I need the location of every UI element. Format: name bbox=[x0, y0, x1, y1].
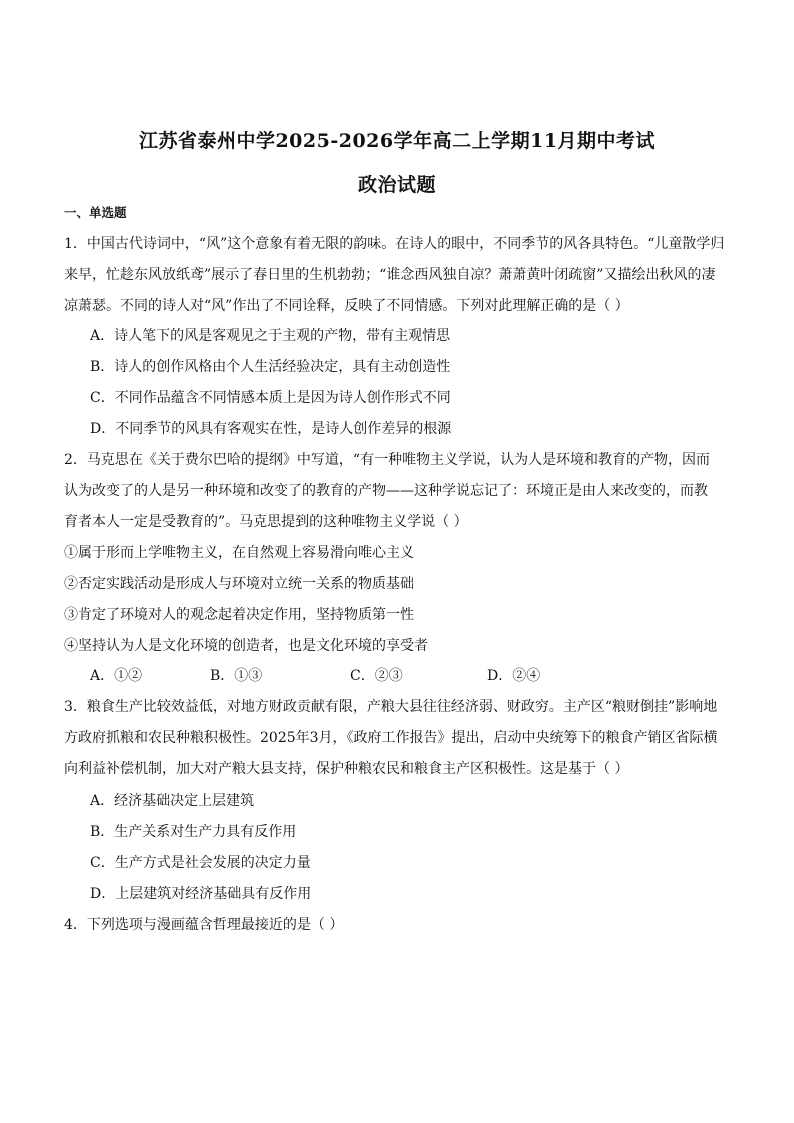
q2-statement-3: ③肯定了环境对人的观念起着决定作用，坚持物质第一性 bbox=[64, 607, 414, 623]
q4-stem: 4．下列选项与漫画蕴含哲理最接近的是（ ） bbox=[64, 917, 344, 933]
q1-option-d: D．不同季节的风具有客观实在性，是诗人创作差异的根源 bbox=[90, 421, 452, 437]
q3-stem-line: 3．粮食生产比较效益低，对地方财政贡献有限，产粮大县往往经济弱、财政穷。主产区“粮财倒挂”影响地 bbox=[64, 699, 718, 715]
q2-stem-line: 育者本人一定是受教育的”。马克思提到的这种唯物主义学说（ ） bbox=[64, 514, 468, 530]
q2-statement-4: ④坚持认为人是文化环境的创造者，也是文化环境的享受者 bbox=[64, 638, 428, 654]
q3-stem-line: 方政府抓粮和农民种粮积极性。2025年3月，《政府工作报告》提出，启动中央统筹下的粮食产销区省际横 bbox=[64, 730, 718, 746]
q1-stem-line: 1．中国古代诗词中，“风”这个意象有着无限的韵味。在诗人的眼中，不同季节的风各具特色。“儿童散学归 bbox=[64, 236, 725, 252]
q3-option-d: D．上层建筑对经济基础具有反作用 bbox=[90, 886, 312, 902]
q1-option-b: B．诗人的创作风格由个人生活经验决定，具有主动创造性 bbox=[90, 359, 451, 375]
q3-option-b: B．生产关系对生产力具有反作用 bbox=[90, 824, 297, 840]
q1-option-a: A．诗人笔下的风是客观见之于主观的产物，带有主观情思 bbox=[90, 328, 451, 344]
section-heading: 一、单选题 bbox=[64, 205, 127, 220]
q2-choice-d: D．②④ bbox=[487, 668, 541, 684]
q1-stem-line: 凉萧瑟。不同的诗人对“风”作出了不同诠释，反映了不同情感。下列对此理解正确的是（ ） bbox=[64, 298, 629, 314]
exam-subtitle: 政治试题 bbox=[357, 174, 436, 196]
q2-choice-a: A．①② bbox=[90, 668, 143, 684]
q2-stem-line: 认为改变了的人是另一种环境和改变了的教育的产物——这种学说忘记了：环境正是由人来改变的，而教 bbox=[64, 483, 708, 499]
q2-choice-c: C．②③ bbox=[350, 668, 403, 684]
q1-option-c: C．不同作品蕴含不同情感本质上是因为诗人创作形式不同 bbox=[90, 390, 451, 406]
q2-choice-b: B．①③ bbox=[210, 668, 263, 684]
q3-option-c: C．生产方式是社会发展的决定力量 bbox=[90, 855, 311, 871]
q2-stem-line: 2．马克思在《关于费尔巴哈的提纲》中写道，“有一种唯物主义学说，认为人是环境和教育的产物，因而 bbox=[64, 452, 711, 468]
q3-option-a: A．经济基础决定上层建筑 bbox=[90, 793, 255, 809]
q2-statement-2: ②否定实践活动是形成人与环境对立统一关系的物质基础 bbox=[64, 576, 414, 592]
q2-statement-1: ①属于形而上学唯物主义，在自然观上容易滑向唯心主义 bbox=[64, 545, 414, 561]
q3-stem-line: 向利益补偿机制，加大对产粮大县支持，保护种粮农民和粮食主产区积极性。这是基于（ ） bbox=[64, 761, 629, 777]
q1-stem-line: 来早，忙趁东风放纸鸢”展示了春日里的生机勃勃；“谁念西风独自凉？萧萧黄叶闭疏窗”又描绘出秋风的凄 bbox=[64, 267, 716, 283]
exam-title: 江苏省泰州中学2025-2026学年高二上学期11月期中考试 bbox=[138, 130, 656, 152]
